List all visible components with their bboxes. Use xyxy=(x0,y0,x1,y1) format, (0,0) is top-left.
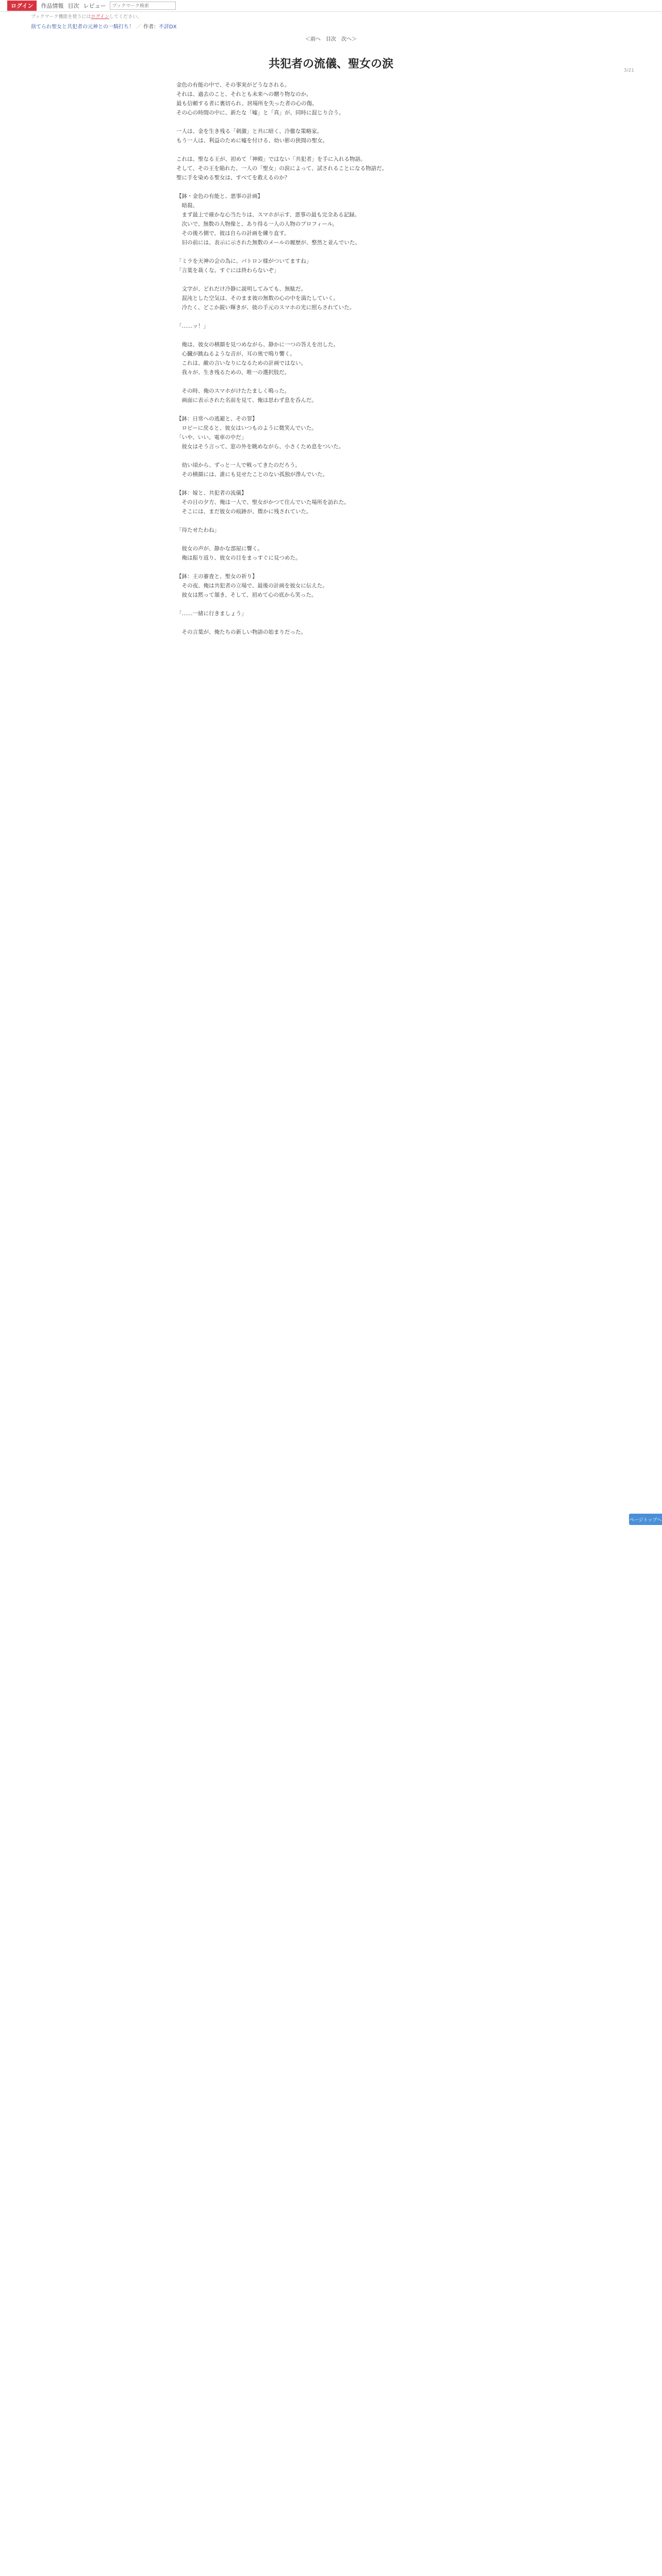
notice-prefix: ブックマーク機能を使うには xyxy=(31,14,91,20)
body-paragraph: もう一人は、利益のために嘘を付ける、幼い影の狭間の聖女。 xyxy=(176,138,328,144)
body-paragraph xyxy=(176,312,486,321)
body-paragraph xyxy=(176,145,486,155)
pager-top xyxy=(0,33,662,43)
body-paragraph: その心の時間の中に、新たな「嘘」と「真」が、同時に混じり合う。 xyxy=(176,110,344,116)
body-paragraph: 混沌とした空気は、そのまま彼の無数の心の中を満たしていく。 xyxy=(176,295,339,301)
work-title-link[interactable]: 捨てられ聖女と共犯者の元神との一騎打ち！ xyxy=(31,24,134,30)
nav-work-info[interactable]: 作品情報 xyxy=(41,3,64,9)
body-paragraph xyxy=(176,535,486,544)
login-notice xyxy=(0,12,662,20)
notice-login-link[interactable]: ログイン xyxy=(91,14,109,20)
body-paragraph xyxy=(176,117,486,127)
body-paragraph xyxy=(176,479,486,488)
body-paragraph: 「言葉を裁くな。すぐには終わらないぞ」 xyxy=(176,267,279,274)
body-paragraph: これは、聖なる王が、初めて「神殿」ではない「共犯者」を手に入れる物語。 xyxy=(176,156,366,162)
body-paragraph: 暗殺。 xyxy=(176,202,198,209)
toc-link[interactable]: 目次 xyxy=(326,36,336,42)
body-paragraph: 「……一緒に行きましょう」 xyxy=(176,611,247,617)
body-paragraph: 俺は、彼女の横顔を見つめながら、静かに一つの答えを出した。 xyxy=(176,342,339,348)
body-paragraph: 「……ッ！」 xyxy=(176,323,209,329)
body-paragraph xyxy=(176,600,486,609)
body-paragraph: 俺は振り返り、彼女の目をまっすぐに見つめた。 xyxy=(176,555,301,561)
body-paragraph: 最も信頼する者に裏切られ、居場所を失った者の心の傷。 xyxy=(176,100,318,107)
body-paragraph: その時、俺のスマホがけたたましく鳴った。 xyxy=(176,388,290,394)
page-number: 3/21 xyxy=(623,68,634,73)
chapter-title: 共犯者の流儀、聖女の涙 xyxy=(268,57,393,71)
body-paragraph: これは、敵の言いなりになるための計画ではない。 xyxy=(176,360,306,366)
body-paragraph: 冷たく、どこか鋭い輝きが、彼の手元のスマホの光に照らされていた。 xyxy=(176,304,355,311)
body-paragraph: 聖に手を染める聖女は、すべてを救えるのか？ xyxy=(176,175,290,181)
body-paragraph: その後ろ側で、彼は自らの計画を練り直す。 xyxy=(176,230,290,236)
body-paragraph xyxy=(176,331,486,340)
body-paragraph: まず最上で確かな心当たりは、スマホが示す、悪事の最も完全ある記録。 xyxy=(176,212,360,218)
body-paragraph xyxy=(176,563,486,572)
top-bar xyxy=(0,0,662,12)
body-paragraph: 金色の有能の中で、その事実がどうなされる。 xyxy=(176,82,290,88)
body-paragraph: その日の夕方、俺は一人で、聖女がかつて住んでいた場所を訪れた。 xyxy=(176,499,350,505)
body-paragraph: その言葉が、俺たちの新しい物語の始まりだった。 xyxy=(176,629,306,635)
page-top-button[interactable]: ページトップへ xyxy=(629,1514,662,1525)
body-paragraph: 幼い頃から、ずっと一人で戦ってきたのだろう。 xyxy=(176,462,301,468)
body-paragraph: 彼女は黙って頷き、そして、初めて心の底から笑った。 xyxy=(176,592,317,598)
body-paragraph: 彼女はそう言って、窓の外を眺めながら、小さくため息をついた。 xyxy=(176,444,344,450)
body-paragraph: 【鉢：日常への逃避と、その罪】 xyxy=(176,416,258,422)
body-paragraph: 心臓が跳ねるような音が、耳の奥で鳴り響く。 xyxy=(176,351,295,357)
body-paragraph: 文字が、どれだけ冷静に説明してみても、無駄だ。 xyxy=(176,286,306,292)
chapter-body xyxy=(176,80,486,637)
body-paragraph: 彼女の声が、静かな部屋に響く。 xyxy=(176,546,263,552)
body-paragraph xyxy=(176,247,486,257)
body-paragraph: 画面に表示された名前を見て、俺は思わず息を呑んだ。 xyxy=(176,397,317,403)
body-paragraph: その夜、俺は共犯者の立場で、最後の計画を彼女に伝えた。 xyxy=(176,583,328,589)
body-paragraph: 【鉢：王の審査と、聖女の祈り】 xyxy=(176,573,258,580)
body-paragraph xyxy=(176,377,486,386)
body-paragraph xyxy=(176,405,486,414)
breadcrumb-divider: ／ xyxy=(136,24,141,30)
breadcrumb xyxy=(0,20,662,31)
body-paragraph xyxy=(176,275,486,284)
bookmark-search-input[interactable] xyxy=(110,2,176,10)
next-link[interactable]: 次へ＞ xyxy=(341,36,357,42)
notice-suffix: してください。 xyxy=(109,14,142,20)
body-paragraph: 次いで、無数の人物像と、あり得る一人の人物のプロフィール。 xyxy=(176,221,338,227)
author-prefix: 作者： xyxy=(143,24,159,30)
body-paragraph xyxy=(176,451,486,461)
body-paragraph: 一人は、金を生き残る「刺激」と共に暗く、冷徹な策略家。 xyxy=(176,128,323,134)
body-paragraph xyxy=(176,182,486,192)
nav-toc[interactable]: 目次 xyxy=(68,3,79,9)
body-paragraph: 「ミラを天神の会の為に、パトロン様がついてますね」 xyxy=(176,258,312,264)
body-paragraph: 【鉢：嫁と、共犯者の流儀】 xyxy=(176,490,247,496)
nav-review[interactable]: レビュー xyxy=(83,3,106,9)
author-link[interactable]: 不詳DX xyxy=(159,24,177,30)
body-paragraph xyxy=(176,618,486,628)
body-paragraph: その横顔には、誰にも見せたことのない孤独が滲んでいた。 xyxy=(176,471,328,478)
body-paragraph: そして、その王を陥れた、一人の「聖女」の涙によって、試されることになる物語だ。 xyxy=(176,165,388,172)
login-button[interactable]: ログイン xyxy=(7,1,37,11)
body-paragraph: 「いや、いい。電車の中だ」 xyxy=(176,434,247,440)
body-paragraph: 旧の前には、表示に示された無数のメールの履歴が、整然と並んでいた。 xyxy=(176,240,360,246)
body-paragraph: 我々が、生き残るための、唯一の選択肢だ。 xyxy=(176,369,290,376)
body-paragraph: 「待たせたわね」 xyxy=(176,527,220,533)
body-paragraph: 【鉢・金色の有能と、悪事の計画】 xyxy=(176,193,263,199)
body-paragraph: それは、過去のこと、それとも未来への贈り物なのか。 xyxy=(176,91,312,97)
body-paragraph xyxy=(176,516,486,526)
prev-link[interactable]: ＜前へ xyxy=(305,36,321,42)
body-paragraph: そこには、まだ彼女の痕跡が、微かに残されていた。 xyxy=(176,509,312,515)
body-paragraph: ロビーに戻ると、彼女はいつものように微笑んでいた。 xyxy=(176,425,317,431)
